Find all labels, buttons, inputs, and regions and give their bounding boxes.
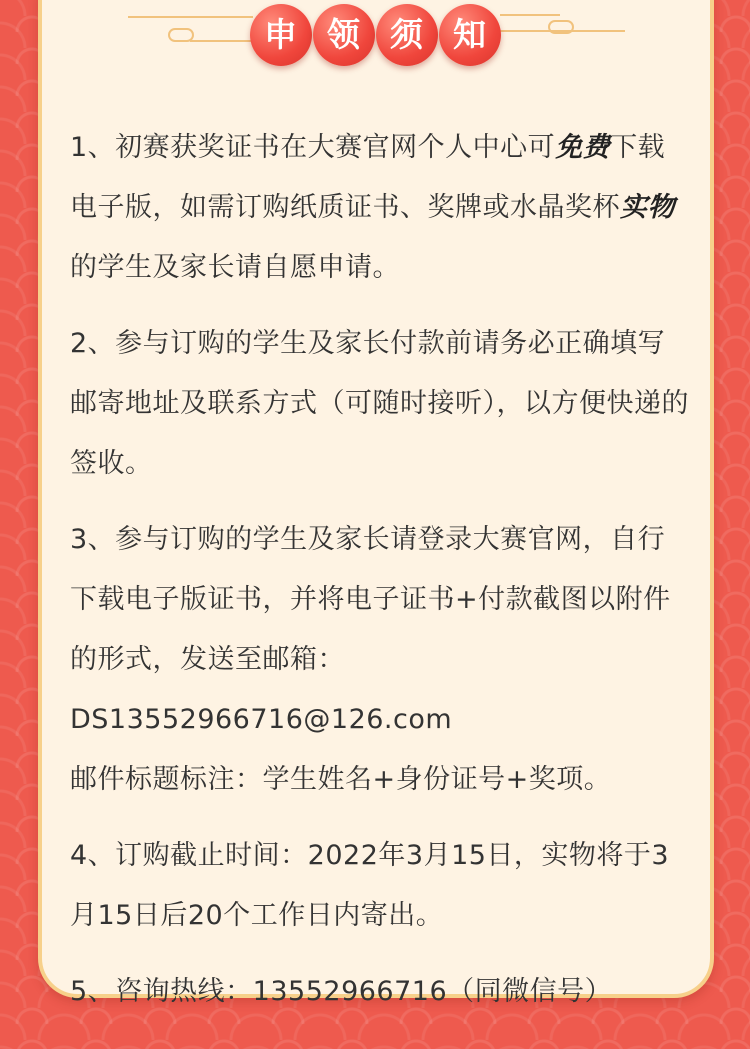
notice-item-2: 2、参与订购的学生及家长付款前请务必正确填写邮寄地址及联系方式（可随时接听），以方便快递的签收。 bbox=[70, 328, 689, 479]
notice-item-5: 5、咨询热线：13552966716（同微信号） bbox=[70, 976, 613, 1007]
emphasis-free: 免费 bbox=[555, 132, 611, 163]
notice-item-1-text: 1、初赛获奖证书在大赛官网个人中心可 bbox=[70, 132, 556, 163]
notice-item-3 bbox=[70, 510, 690, 810]
emphasis-physical: 实物 bbox=[620, 192, 675, 223]
title-char-badge: 须 bbox=[376, 4, 438, 66]
title-char-badge: 领 bbox=[313, 4, 375, 66]
notice-item-1-text-mid: 下载电子版，如需订购纸质证书、奖牌或水晶奖杯 bbox=[70, 132, 666, 223]
notice-item-3-email-subject: 邮件标题标注：学生姓名+身份证号+奖项。 bbox=[70, 764, 612, 795]
title-char-badge: 申 bbox=[250, 4, 312, 66]
notice-item-1 bbox=[70, 118, 690, 298]
page-title bbox=[0, 4, 750, 66]
notice-item-1-text-end: 的学生及家长请自愿申请。 bbox=[70, 252, 400, 283]
title-char-badge: 知 bbox=[439, 4, 501, 66]
notice-content bbox=[70, 118, 690, 1038]
notice-item-4: 4、订购截止时间：2022年3月15日，实物将于3月15日后20个工作日内寄出。 bbox=[70, 840, 670, 931]
notice-item-3-text: 3、参与订购的学生及家长请登录大赛官网，自行下载电子版证书，并将电子证书+付款截图以附件的形式，发送至邮箱：DS13552966716@126.com bbox=[70, 524, 671, 735]
